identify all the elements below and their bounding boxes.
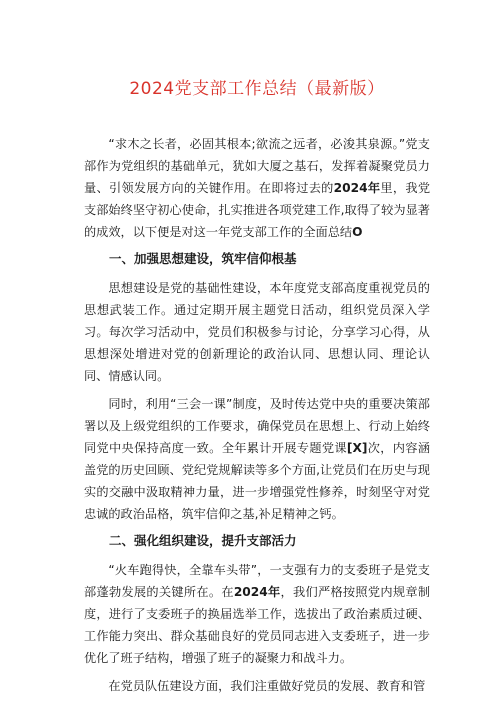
intro-paragraph bbox=[84, 133, 430, 243]
section1-heading: 一、加强思想建设，筑牢信仰根基 bbox=[109, 251, 297, 266]
section1-para2-count: [X] bbox=[346, 441, 368, 455]
section2-paragraph-2: 在党员队伍建设方面，我们注重做好党员的发展、教育和管 bbox=[108, 679, 426, 693]
section1-paragraph-1: 思想建设是党的基础性建设，本年度党支部高度重视党员的思想武装工作。通过定期开展主题党日活动，组织党员深入学习。每次学习活动中，党员们积极参与讨论，分享学习心得，从思想深处增进对党的创新理论的政治认同、思想认同、理论认同、情感认同。 bbox=[84, 281, 430, 383]
intro-text-1: “求木之长者，必固其根本;欲流之远者，必浚其泉源。”党支部作为党组织的基础单元，犹如大厦之基石，发挥着凝聚党员力量、引领发展方向的关键作用。在即将过去的 bbox=[84, 137, 430, 195]
section1-para2-text-b: 次，内容涵盖党的历史回顾、党纪党规解读等多个方面,让党员们在历史与现实的交融中汲取精神力量，进一步增强党性修养，时刻坚守对党忠诚的政治品格，筑牢信仰之基,补足精神之钙。 bbox=[84, 441, 431, 521]
section2-para1-text-b: ，我们严格按照党内规章制度，进行了支委班子的换届选举工作，选拔出了政治素质过硬、工作能力突出、群众基础良好的党员同志进入支委班子，进一步优化了班子结构，增强了班子的凝聚力和战斗力。 bbox=[84, 585, 431, 665]
section1-para2-text-a: 同时，利用“三会一课”制度，及时传达党中央的重要决策部署以及上级党组织的工作要求，确保党员在思想上、行动上始终同党中央保持高度一致。全年累计开展专题党课 bbox=[84, 397, 430, 455]
section1-paragraph-2 bbox=[84, 393, 430, 525]
section2-paragraph-1 bbox=[84, 559, 430, 669]
intro-year: 2024年 bbox=[333, 181, 381, 195]
section2-heading: 二、强化组织建设，提升支部活力 bbox=[109, 533, 297, 548]
intro-text-2: 里，我党支部始终坚守初心使命，扎实推进各项党建工作,取得了较为显著的成效，以下便是对这一年党支部工作的全面总结 bbox=[84, 181, 431, 239]
document-title: 2024党支部工作总结（最新版） bbox=[129, 79, 385, 99]
section2-para1-year: 2024年 bbox=[233, 585, 281, 599]
intro-tail: O bbox=[352, 225, 363, 239]
section2-para1-text-a: “火车跑得快，全靠车头带”，一支强有力的支委班子是党支部蓬勃发展的关键所在。在 bbox=[84, 563, 430, 599]
